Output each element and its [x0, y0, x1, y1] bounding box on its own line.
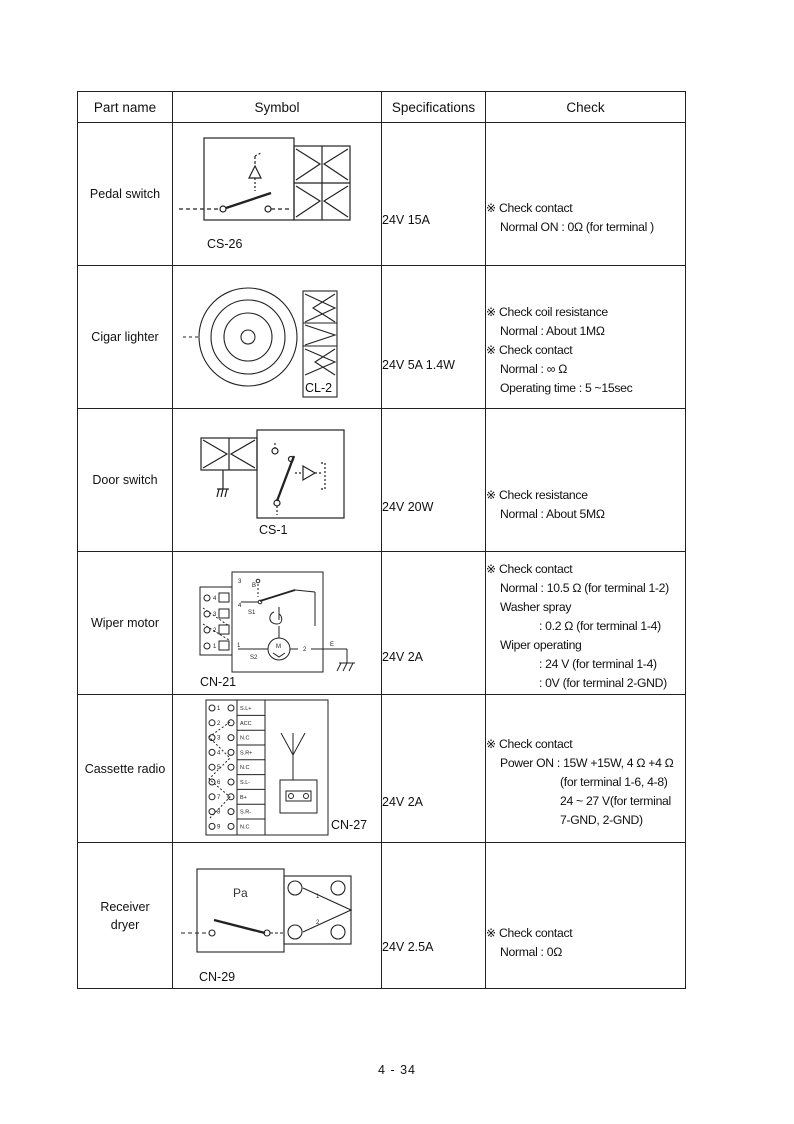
- svg-text:2: 2: [316, 920, 320, 926]
- parts-spec-table: [77, 91, 686, 989]
- spec-value: 24V 2A: [382, 795, 424, 809]
- check-list: [486, 560, 685, 693]
- wiper-motor-symbol: [173, 552, 382, 694]
- check-line: (for terminal 1-6, 4-8): [560, 774, 668, 789]
- svg-text:B: B: [252, 583, 257, 589]
- cigar-lighter-symbol: [173, 266, 382, 408]
- symbol-cell: [173, 695, 382, 843]
- check-line: : 0V (for terminal 2-GND): [539, 676, 667, 690]
- check-line: ※ Check contact: [486, 736, 573, 751]
- symbol-label: CS-26: [207, 237, 243, 251]
- pin-contact: [228, 779, 234, 785]
- spec-value: 24V 2A: [382, 649, 424, 664]
- pin-contact: [228, 735, 234, 741]
- pedal-switch-symbol: [173, 123, 382, 265]
- spec-value: 24V 20W: [382, 499, 434, 514]
- svg-text:2: 2: [213, 628, 217, 634]
- part-name-line: Receiver: [100, 899, 150, 914]
- pin-signal: S.L+: [240, 706, 252, 712]
- svg-text:4: 4: [238, 603, 242, 609]
- part-name-cell: [78, 409, 173, 552]
- pin-contact: [228, 749, 234, 755]
- check-line: ※ Check contact: [486, 562, 573, 576]
- check-line: : 24 V (for terminal 1-4): [539, 657, 657, 671]
- part-name-cell: [78, 695, 173, 843]
- table-row: [78, 266, 686, 409]
- check-line: Normal : 0Ω: [500, 944, 563, 959]
- check-list: [486, 486, 685, 524]
- check-line: 7-GND, 2-GND): [560, 812, 643, 827]
- check-line: ※ Check contact: [486, 200, 573, 215]
- pin-contact: [228, 764, 234, 770]
- check-line: Normal ON : 0Ω (for terminal ): [500, 219, 654, 234]
- pin-number: 9: [217, 824, 221, 831]
- header-check: Check: [486, 92, 686, 123]
- pin-signal: S.R+: [240, 750, 253, 757]
- pin-signal: S.L-: [240, 780, 251, 786]
- symbol-label: CN-21: [200, 675, 237, 689]
- check-line: ※ Check resistance: [486, 487, 588, 502]
- part-name: Cassette radio: [84, 761, 166, 776]
- check-line: ※ Check coil resistance: [486, 304, 608, 319]
- pin-terminal: [209, 809, 215, 815]
- part-name: Door switch: [92, 473, 158, 487]
- pin-contact: [228, 794, 234, 800]
- symbol-label: CN-27: [331, 818, 368, 832]
- spec-cell: [382, 266, 486, 409]
- receiver-dryer-symbol: [173, 843, 382, 988]
- svg-text:3: 3: [213, 612, 217, 618]
- pin-number: 2: [217, 720, 221, 727]
- check-list: [486, 924, 685, 962]
- pin-number: 8: [217, 809, 221, 816]
- part-name-cell: [78, 843, 173, 989]
- pin-terminal: [209, 749, 215, 755]
- check-line: Operating time : 5 ~15sec: [500, 380, 633, 395]
- pin-signal: S.R-: [240, 809, 251, 816]
- spec-value: 24V 15A: [382, 213, 430, 227]
- table-row: [78, 409, 686, 552]
- pin-number: 1: [217, 706, 221, 712]
- pin-signal: B+: [240, 794, 247, 801]
- svg-text:2: 2: [303, 647, 307, 653]
- pin-terminal: [209, 764, 215, 770]
- pin-terminal: [209, 705, 215, 711]
- check-line: Washer spray: [500, 600, 572, 614]
- check-line: ※ Check contact: [486, 925, 573, 940]
- check-cell: [486, 123, 686, 266]
- check-cell: [486, 409, 686, 552]
- spec-cell: [382, 409, 486, 552]
- pin-number: 4: [217, 750, 221, 757]
- pin-number: 6: [217, 780, 221, 786]
- check-list: [486, 303, 685, 398]
- spec-value: 24V 5A 1.4W: [382, 357, 455, 372]
- pin-signal: N.C: [240, 824, 250, 831]
- pin-contact: [228, 809, 234, 815]
- spec-cell: [382, 123, 486, 266]
- pin-contact: [228, 705, 234, 711]
- part-name: Wiper motor: [90, 616, 160, 630]
- symbol-cell: [173, 123, 382, 266]
- part-name: Cigar lighter: [91, 330, 159, 344]
- symbol-cell: [173, 266, 382, 409]
- table-header-row: [78, 92, 686, 123]
- symbol-label: CS-1: [259, 523, 288, 537]
- svg-text:S2: S2: [250, 655, 258, 661]
- table-row: [78, 695, 686, 843]
- header-part-name: Part name: [78, 92, 173, 123]
- symbol-label: CL-2: [305, 381, 333, 395]
- symbol-cell: [173, 409, 382, 552]
- check-line: Normal : About 1MΩ: [500, 323, 605, 338]
- pin-terminal: [209, 720, 215, 726]
- pin-terminal: [209, 794, 215, 800]
- check-list: [486, 199, 685, 237]
- part-name-cell: [78, 123, 173, 266]
- check-line: Wiper operating: [500, 638, 582, 652]
- page-number: 4 - 34: [378, 1063, 416, 1077]
- pin-number: 5: [217, 765, 221, 772]
- symbol-cell: [173, 552, 382, 695]
- symbol-cell: [173, 843, 382, 989]
- check-list: [486, 735, 685, 830]
- svg-text:4: 4: [213, 596, 217, 602]
- check-cell: [486, 695, 686, 843]
- svg-text:1: 1: [237, 643, 241, 649]
- wiper-terminal-column: [204, 593, 229, 650]
- svg-text:1: 1: [213, 644, 217, 650]
- check-line: Normal : About 5MΩ: [500, 506, 605, 521]
- pin-terminal: [209, 823, 215, 829]
- part-name-line: dryer: [110, 917, 140, 932]
- header-symbol: Symbol: [173, 92, 382, 123]
- pin-signal: N.C: [240, 765, 250, 772]
- check-cell: [486, 552, 686, 695]
- svg-text:M: M: [276, 644, 281, 650]
- pin-contact: [228, 823, 234, 829]
- spec-cell: [382, 695, 486, 843]
- spec-cell: [382, 552, 486, 695]
- pin-number: 7: [217, 794, 221, 801]
- check-line: Power ON : 15W +15W, 4 Ω +4 Ω: [500, 755, 674, 770]
- radio-pin-row: [209, 705, 251, 712]
- check-cell: [486, 266, 686, 409]
- table-row: [78, 552, 686, 695]
- symbol-label: CN-29: [199, 970, 236, 984]
- svg-text:S1: S1: [248, 610, 256, 616]
- cassette-radio-symbol: [173, 695, 382, 842]
- check-line: Normal : 10.5 Ω (for terminal 1-2): [500, 581, 669, 595]
- symbol-text: Pa: [233, 886, 248, 900]
- table-row: [78, 123, 686, 266]
- header-specifications: Specifications: [382, 92, 486, 123]
- pin-number: 3: [217, 735, 221, 742]
- svg-text:1: 1: [316, 894, 320, 900]
- part-name: Pedal switch: [89, 187, 161, 201]
- part-name-cell: [78, 266, 173, 409]
- check-line: ※ Check contact: [486, 342, 573, 357]
- part-name-cell: [78, 552, 173, 695]
- table-row: [78, 843, 686, 989]
- spec-cell: [382, 843, 486, 989]
- check-line: Normal : ∞ Ω: [500, 361, 568, 376]
- spec-value: 24V 2.5A: [382, 939, 434, 954]
- check-line: 24 ~ 27 V(for terminal: [560, 793, 671, 808]
- pin-signal: N.C: [240, 735, 250, 742]
- check-cell: [486, 843, 686, 989]
- svg-text:3: 3: [238, 579, 242, 585]
- svg-text:E: E: [330, 642, 335, 648]
- pin-signal: ACC: [240, 720, 252, 727]
- check-line: : 0.2 Ω (for terminal 1-4): [539, 619, 661, 633]
- door-switch-symbol: [173, 409, 382, 551]
